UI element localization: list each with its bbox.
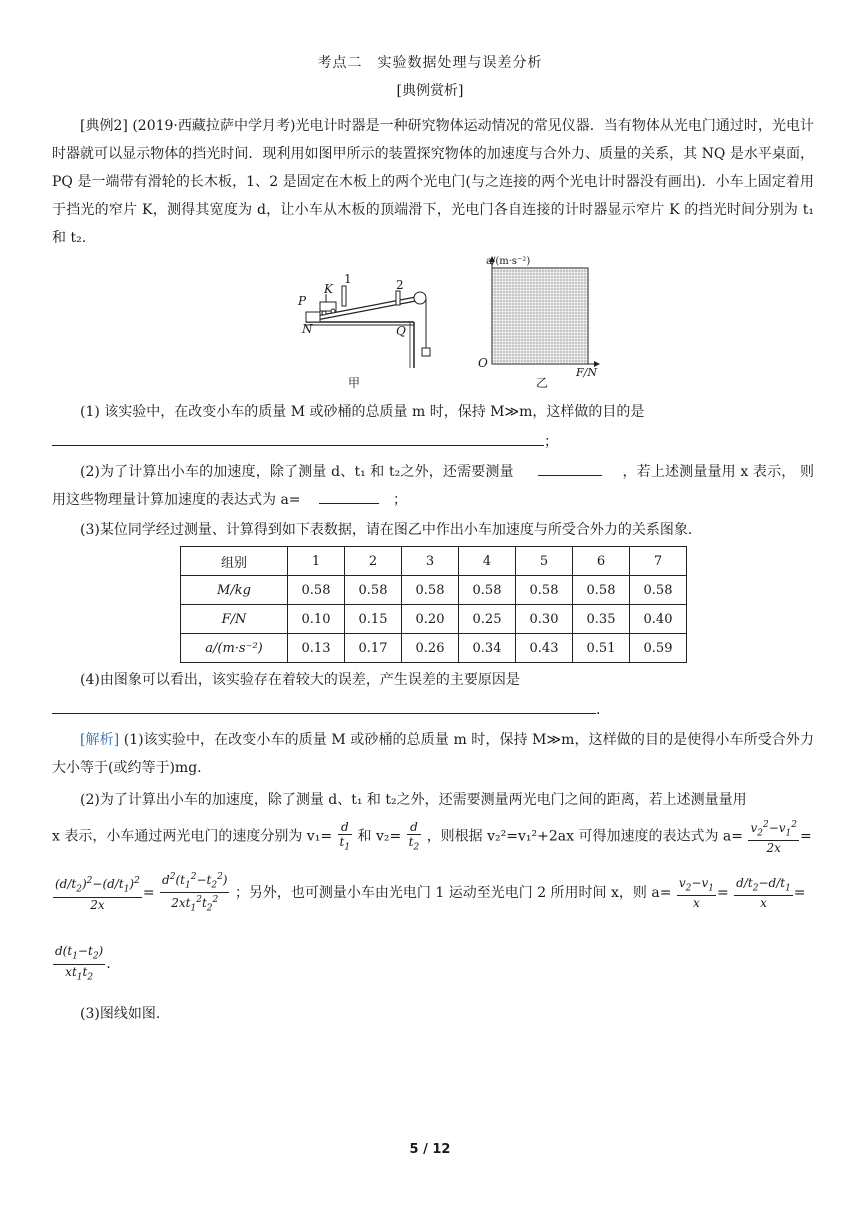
table-header-cell: 3 (402, 547, 459, 576)
analysis-text-2c: 和 v₂= (357, 828, 402, 845)
fraction-a1: $\frac{v_2^2-v_1^2}{2x}$ (750, 820, 798, 856)
table-cell: 0.58 (402, 576, 459, 605)
label-gate1: 1 (344, 272, 352, 286)
analysis-text-2d: ，则根据 v₂²=v₁²+2ax 可得加速度的表达式为 a= (426, 828, 743, 845)
question-1-answer-line (52, 428, 814, 456)
table-cell: 0.15 (345, 605, 402, 634)
table-cell: 0.58 (288, 576, 345, 605)
table-row (181, 634, 687, 663)
analysis-tag: [解析] (80, 732, 120, 748)
table-row (181, 576, 687, 605)
table-header-cell: 4 (459, 547, 516, 576)
table-header-cell: 1 (288, 547, 345, 576)
table-cell: 0.34 (459, 634, 516, 663)
fraction-a3: $\frac{d^2(t_1^2-t_2^2)}{2xt_1^2t_2^2}$ (162, 872, 228, 914)
label-k: K (324, 282, 333, 296)
fraction-a2: $\frac{(d/t_2)^2-(d/t_1)^2}{2x}$ (55, 876, 140, 912)
analysis-paragraph-2d: $\frac{d(t_1-t_2)}{xt_1t_2}$ . (55, 944, 111, 982)
table-cell: 0.58 (630, 576, 687, 605)
section-subtitle: [典例赏析] (396, 83, 464, 99)
data-table (180, 546, 687, 663)
table-header-cell: 组别 (181, 547, 288, 576)
question-2-text-c: 则用这些物理量计算加速度的表达式为 a= (52, 464, 815, 508)
example-tag: [典例2] (80, 118, 128, 134)
question-1 (52, 398, 814, 426)
question-1-end: ； (544, 434, 558, 450)
table-header-cell: 2 (345, 547, 402, 576)
question-3: (3)某位同学经过测量、计算得到如下表数据，请在图乙中作出小车加速度与所受合外力的关系图象. (80, 522, 693, 538)
label-p: P (298, 294, 307, 308)
analysis-paragraph-2c: $\frac{(d/t_2)^2-(d/t_1)^2}{2x}$ = $\frac{d^2(t_1^2-t_2^2)}{2xt_1^2t_2^2}$ ；另外，也可测量小车由光电门 1 运动至光电门 2 所用时间 x，则 a= $\frac{v_2-v_1}{x}$ = $\frac{d/t_2-d/t_1}{x}$ = (55, 872, 806, 914)
label-n: N (302, 322, 313, 336)
analysis-paragraph-3: (3)图线如图. (80, 1006, 161, 1022)
y-axis-label: a/(m·s⁻²) (486, 256, 531, 267)
table-cell: 0.26 (402, 634, 459, 663)
fraction-a5: $\frac{d/t_2-d/t_1}{x}$ (736, 875, 791, 911)
label-q: Q (396, 324, 406, 338)
figure-area (296, 256, 616, 392)
graph-grid (489, 256, 600, 367)
analysis-paragraph-1 (52, 726, 814, 782)
label-gate2: 2 (396, 278, 404, 292)
analysis-paragraph-2: (2)为了计算出小车的加速度，除了测量 d、t₁ 和 t₂之外，还需要测量两光电门之间的距离，若上述测量量用 (80, 792, 747, 808)
table-cell: 0.43 (516, 634, 573, 663)
table-cell: 0.58 (345, 576, 402, 605)
question-4: (4)由图象可以看出，该实验存在着较大的误差，产生误差的主要原因是 (80, 672, 520, 688)
question-2-end: ； (392, 492, 407, 508)
question-2 (52, 458, 814, 514)
table-cell: 0.10 (288, 605, 345, 634)
analysis-paragraph-2b: x 表示，小车通过两光电门的速度分别为 v₁= $\frac{d}{t_1}$ 和 v₂= $\frac{d}{t_2}$ ，则根据 v₂²=v₁²+2ax 可得加速度的表达式为 a= $\frac{v_2^2-v_1^2}{2x}$ = (52, 819, 812, 856)
question-2-text-b: ，若上述测量量用 x 表示， (622, 464, 796, 480)
section-title: 考点二 实验数据处理与误差分析 (317, 55, 543, 71)
page-number: 5 / 12 (409, 1142, 451, 1157)
answer-blank-2a[interactable] (538, 459, 602, 476)
table-cell: 0.25 (459, 605, 516, 634)
table-header-cell: 5 (516, 547, 573, 576)
table-row-label: M/kg (181, 576, 288, 605)
example-paragraph (52, 112, 814, 252)
table-cell: 0.51 (573, 634, 630, 663)
table-cell: 0.13 (288, 634, 345, 663)
table-row-label: F/N (181, 605, 288, 634)
table-row (181, 605, 687, 634)
fraction-v2: $\frac{d}{t_2}$ (408, 819, 420, 852)
table-cell: 0.40 (630, 605, 687, 634)
fraction-a4: $\frac{v_2-v_1}{x}$ (678, 875, 714, 911)
fraction-v1: $\frac{d}{t_1}$ (339, 819, 351, 852)
table-cell: 0.58 (573, 576, 630, 605)
fraction-a6: $\frac{d(t_1-t_2)}{xt_1t_2}$ (55, 944, 104, 982)
table-cell: 0.58 (516, 576, 573, 605)
table-cell: 0.20 (402, 605, 459, 634)
analysis-text-2b: x 表示，小车通过两光电门的速度分别为 v₁= (52, 828, 333, 845)
example-source: (2019·西藏拉萨中学月考) (132, 118, 296, 134)
table-header-cell: 6 (573, 547, 630, 576)
example-text: 光电计时器是一种研究物体运动情况的常见仪器．当有物体从光电门通过时，光电计时器就可以显示物体的挡光时间．现利用如图甲所示的装置探究物体的加速度与合外力、质量的关系，其 NQ 是水平桌面，PQ 是一端带有滑轮的长木板，1、2 是固定在木板上的两个光电门(与之连接的两个光电计时器没有画出)．小车上固定着用于挡光的窄片 K，测得其宽度为 d，让小车从木板的顶端滑下，光电门各自连接的计时器显示窄片 K 的挡光时间分别为 t₁ 和 t₂. (52, 118, 814, 246)
table-cell: 0.58 (459, 576, 516, 605)
origin-label: O (478, 356, 488, 370)
table-cell: 0.35 (573, 605, 630, 634)
x-axis-label: F/N (576, 366, 597, 379)
table-header-cell: 7 (630, 547, 687, 576)
table-cell: 0.59 (630, 634, 687, 663)
question-4-answer-line (52, 696, 814, 724)
answer-blank-4[interactable] (52, 697, 596, 714)
figure-right-caption: 乙 (536, 376, 549, 390)
figure-left-caption: 甲 (348, 376, 361, 390)
analysis-text-1: (1)该实验中，在改变小车的质量 M 或砂桶的总质量 m 时，保持 M≫m，这样做的目的是使得小车所受合外力大小等于(或约等于)mg. (52, 732, 814, 776)
table-row-label: a/(m·s⁻²) (181, 634, 288, 663)
table-cell: 0.17 (345, 634, 402, 663)
analysis-text-2e: ；另外，也可测量小车由光电门 1 运动至光电门 2 所用时间 x，则 a= (234, 884, 672, 901)
table-header-row (181, 547, 687, 576)
answer-blank-2b[interactable] (319, 487, 379, 504)
answer-blank-1[interactable] (52, 429, 544, 446)
table-cell: 0.30 (516, 605, 573, 634)
question-1-text: (1) 该实验中，在改变小车的质量 M 或砂桶的总质量 m 时，保持 M≫m，这样做的目的是 (80, 404, 645, 420)
question-4-end: . (596, 702, 601, 718)
question-2-text-a: (2)为了计算出小车的加速度，除了测量 d、t₁ 和 t₂之外，还需要测量 (80, 464, 514, 480)
